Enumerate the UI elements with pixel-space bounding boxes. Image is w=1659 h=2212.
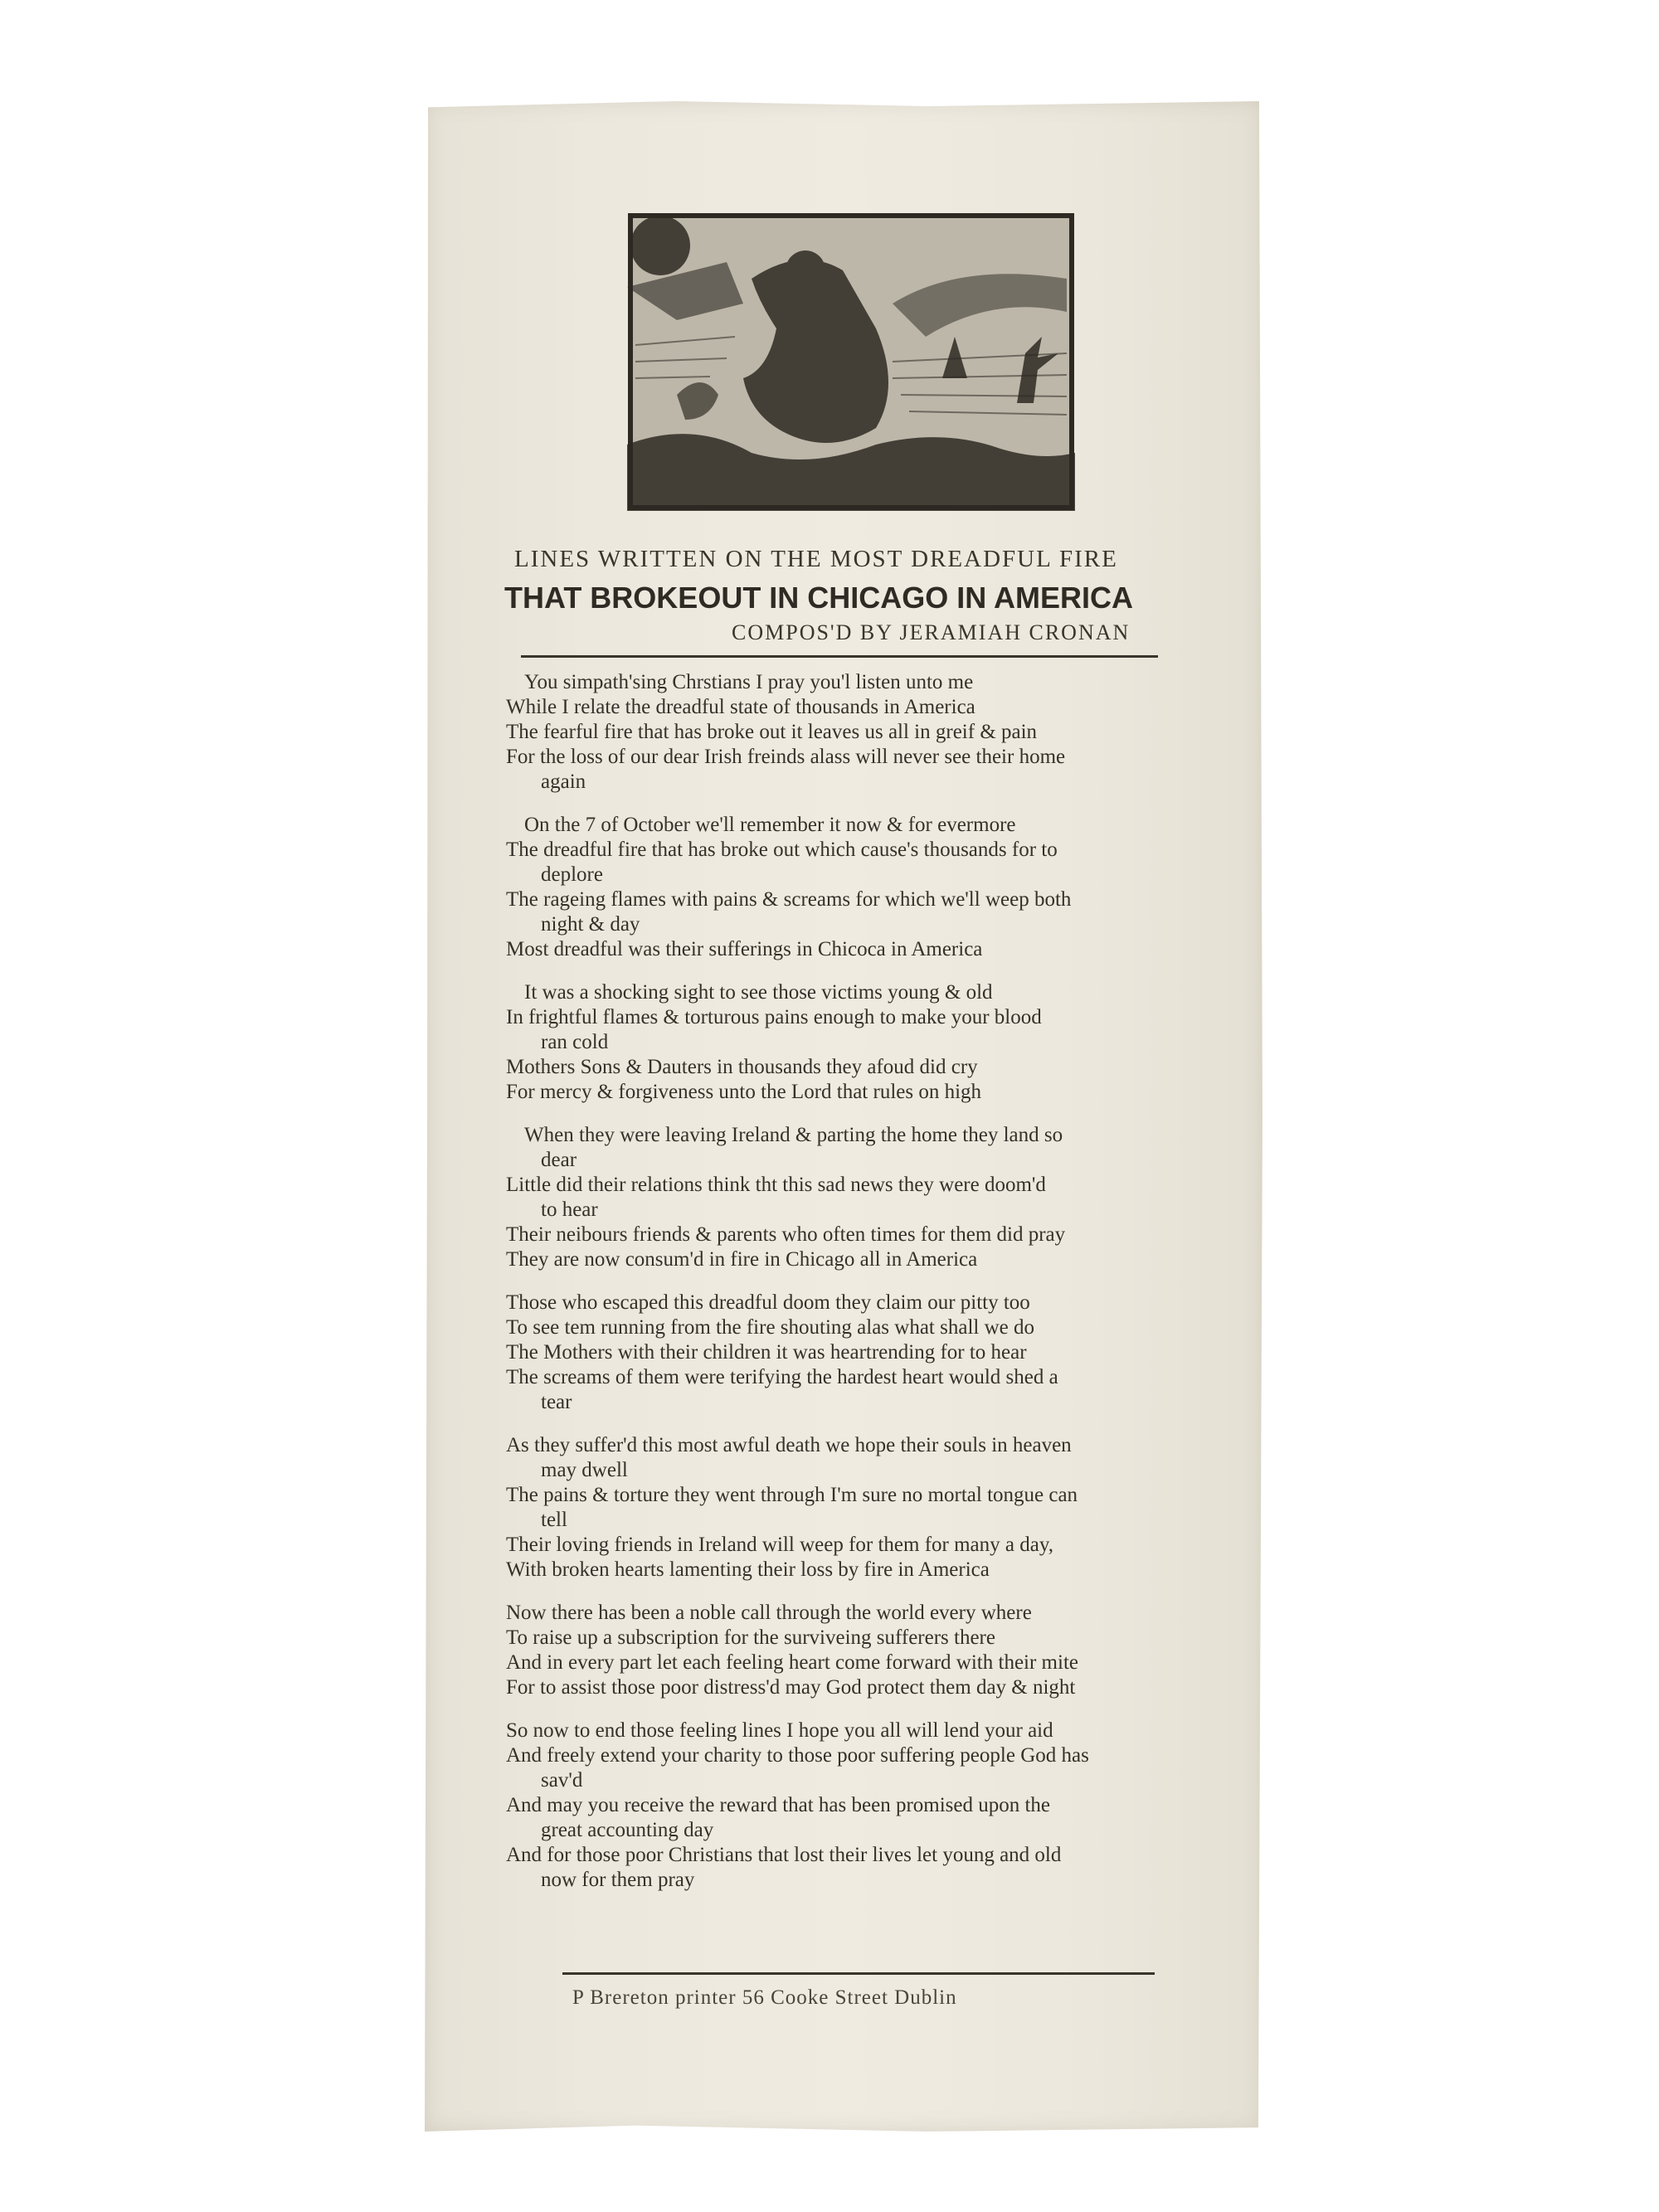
stanza-5 [506, 1291, 1236, 1415]
poem-line: Little did their relations think tht this sad news they were doom'd [506, 1174, 1046, 1196]
poem-line: To raise up a subscription for the surviveing sufferers there [506, 1626, 995, 1649]
stanza-8 [506, 1719, 1236, 1893]
poem-line: It was a shocking sight to see those victims young & old [524, 981, 993, 1004]
poem-line: dear [541, 1149, 577, 1171]
poem-line: great accounting day [541, 1819, 714, 1841]
poem-line: On the 7 of October we'll remember it now & for evermore [524, 814, 1016, 836]
poem-line: The dreadful fire that has broke out which cause's thousands for to [506, 839, 1058, 861]
poem-line: Most dreadful was their sufferings in Chicoca in America [506, 938, 983, 960]
woodcut-praying-figure-icon [627, 212, 1075, 511]
title-line-2: THAT BROKEOUT IN CHICAGO IN AMERICA [504, 581, 1133, 615]
imprint-divider [562, 1972, 1155, 1975]
poem-line: The Mothers with their children it was heartrending for to hear [506, 1341, 1027, 1364]
poem-line: With broken hearts lamenting their loss by fire in America [506, 1558, 990, 1581]
poem-line: Now there has been a noble call through the world every where [506, 1602, 1032, 1624]
poem-line: You simpath'sing Chrstians I pray you'l listen unto me [524, 671, 974, 693]
poem-line: When they were leaving Ireland & parting the home they land so [524, 1124, 1063, 1146]
poem-line: As they suffer'd this most awful death we hope their souls in heaven [506, 1434, 1072, 1456]
stanza-7 [506, 1601, 1236, 1700]
poem-line: The fearful fire that has broke out it leaves us all in greif & pain [506, 721, 1038, 743]
poem-line: While I relate the dreadful state of thousands in America [506, 696, 975, 718]
title-line-1: LINES WRITTEN ON THE MOST DREADFUL FIRE [514, 546, 1118, 572]
stanza-6 [506, 1433, 1236, 1582]
poem-line: They are now consum'd in fire in Chicago all in America [506, 1248, 978, 1271]
poem-line: ran cold [541, 1031, 609, 1053]
poem-line: Their neibours friends & parents who often times for them did pray [506, 1223, 1066, 1246]
stanza-3 [506, 980, 1236, 1105]
poem-line: to hear [541, 1198, 598, 1221]
poem-line: For mercy & forgiveness unto the Lord that rules on high [506, 1081, 982, 1103]
poem-line: tear [541, 1391, 572, 1413]
poem-line: Their loving friends in Ireland will weep for them for many a day, [506, 1534, 1053, 1556]
poem-line: And in every part let each feeling heart come forward with their mite [506, 1651, 1078, 1674]
stanza-2 [506, 813, 1236, 962]
stanza-4 [506, 1123, 1236, 1272]
poem-line: tell [541, 1509, 567, 1531]
poem-line: To see tem running from the fire shouting alas what shall we do [506, 1316, 1034, 1339]
poem-line: And freely extend your charity to those poor suffering people God has [506, 1744, 1089, 1767]
poem-line: deplore [541, 863, 603, 886]
poem-line: Mothers Sons & Dauters in thousands they afoud did cry [506, 1056, 978, 1078]
poem-line: And may you receive the reward that has been promised upon the [506, 1794, 1051, 1816]
poem-line: night & day [541, 913, 640, 936]
poem-line: For the loss of our dear Irish freinds alass will never see their home [506, 746, 1066, 768]
poem-body [506, 670, 1236, 1911]
poem-line: may dwell [541, 1459, 628, 1481]
poem-line: Those who escaped this dreadful doom they claim our pitty too [506, 1291, 1030, 1314]
author-line: COMPOS'D BY JERAMIAH CRONAN [732, 620, 1131, 644]
poem-line: now for them pray [541, 1869, 695, 1891]
poem-line: For to assist those poor distress'd may God protect them day & night [506, 1676, 1076, 1699]
poem-line: sav'd [541, 1769, 583, 1791]
poem-line: The pains & torture they went through I'm sure no mortal tongue can [506, 1484, 1078, 1506]
poem-line: The screams of them were terifying the hardest heart would shed a [506, 1366, 1058, 1388]
poem-line: In frightful flames & torturous pains enough to make your blood [506, 1006, 1042, 1028]
poem-line: And for those poor Christians that lost their lives let young and old [506, 1844, 1062, 1866]
poem-line: again [541, 771, 586, 793]
printer-imprint: P Brereton printer 56 Cooke Street Dublin [572, 1986, 957, 2009]
stanza-1 [506, 670, 1236, 795]
heading-divider [521, 655, 1158, 658]
poem-line: The rageing flames with pains & screams for which we'll weep both [506, 888, 1072, 911]
poem-line: So now to end those feeling lines I hope you all will lend your aid [506, 1719, 1053, 1742]
